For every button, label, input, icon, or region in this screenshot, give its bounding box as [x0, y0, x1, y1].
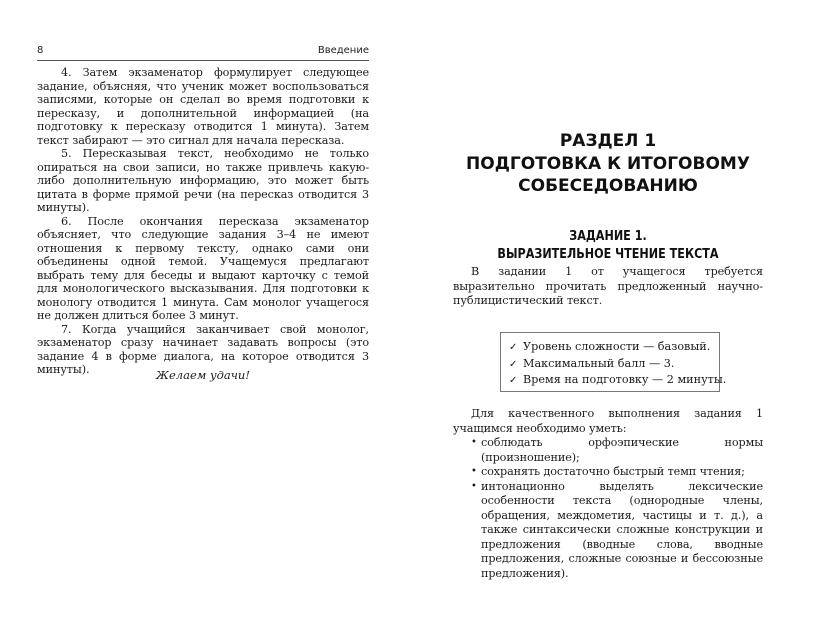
instructions-text: [37, 66, 369, 377]
section-title-line-1: ПОДГОТОВКА К ИТОГОВОМУ: [466, 154, 750, 174]
skill-text: интонационно выделять лексические особенности текста (однородные члены, обращения, междометия, частицы и т. д.), а также синтаксически сложные конструкции и предложения (вводные слова, вводные предложения, сложные союзные и бессоюзные предложения).: [481, 479, 763, 580]
skill-item: [471, 465, 763, 480]
check-icon: ✓: [509, 358, 518, 370]
skills-list: [453, 436, 763, 581]
section-label: РАЗДЕЛ 1: [559, 131, 657, 151]
task-info-box: [500, 332, 727, 392]
skill-item: [471, 479, 763, 582]
info-item: [509, 339, 719, 356]
paragraph-7: 7. Когда учащийся заканчивает свой монолог, экзаменатор сразу начинает задавать вопросы (это задание 4 в форме диалога, на которое отводится 3 минуты).: [37, 322, 369, 376]
task-intro-text: В задании 1 от учащегося требуется выразительно прочитать предложенный научно-публицистический текст.: [453, 265, 763, 307]
skill-item: [471, 436, 763, 465]
skill-text: сохранять достаточно быстрый темп чтения;: [481, 465, 745, 478]
task-intro: [453, 265, 763, 309]
running-head: [37, 44, 369, 61]
info-item: [509, 356, 719, 373]
page-number: 8: [37, 45, 44, 56]
skills-intro: Для качественного выполнения задания 1 учащимся необходимо уметь:: [453, 407, 763, 435]
paragraph-4: 4. Затем экзаменатор формулирует следующее задание, объясняя, что ученик может воспользоваться записями, которые он сделал во время подготовки к пересказу, и дополнительной информацией (на подготовку к пересказу отводится 1 минута). Затем текст забирают — это сигнал для начала пересказа.: [37, 66, 369, 147]
bullet-icon: •: [471, 437, 477, 448]
task-title: [475, 228, 742, 264]
task-title-line-1: ЗАДАНИЕ 1.: [569, 229, 647, 244]
info-item-text: Время на подготовку — 2 минуты.: [523, 373, 727, 386]
section-title: [453, 153, 763, 197]
check-icon: ✓: [509, 375, 518, 386]
bullet-icon: •: [471, 480, 477, 492]
right-page: [453, 0, 763, 636]
section-title-line-2: СОБЕСЕДОВАНИЮ: [518, 176, 698, 196]
paragraph-6: 6. После окончания пересказа экзаменатор объясняет, что следующие задания 3–4 не имеют отношения к первому тексту, однако сами они объединены одной темой. Учащемуся предлагают выбрать тему для беседы и выдают карточку с темой для монологического высказывания. Для подготовки к монологу отводится 1 минута. Сам монолог учащегося не должен длиться более 3 минут.: [37, 214, 369, 322]
info-item-text: Уровень сложности — базовый.: [523, 340, 711, 353]
left-page: [37, 0, 369, 636]
task-title-line-2: ВЫРАЗИТЕЛЬНОЕ ЧТЕНИЕ ТЕКСТА: [497, 247, 719, 262]
info-item: [509, 372, 727, 389]
check-icon: ✓: [509, 342, 518, 353]
skill-text: соблюдать орфоэпические нормы (произношение);: [481, 436, 763, 464]
running-head-title: Введение: [317, 45, 369, 56]
closing-wish: Желаем удачи!: [156, 368, 250, 382]
skills-section: [453, 407, 763, 581]
bullet-icon: •: [471, 466, 477, 477]
paragraph-5: 5. Пересказывая текст, необходимо не только опираться на свои записи, но также привлечь какую-либо дополнительную информацию, это может быть цитата в форме прямой речи (на пересказ отводится 3 минуты).: [37, 147, 369, 214]
info-item-text: Максимальный балл — 3.: [523, 356, 675, 370]
